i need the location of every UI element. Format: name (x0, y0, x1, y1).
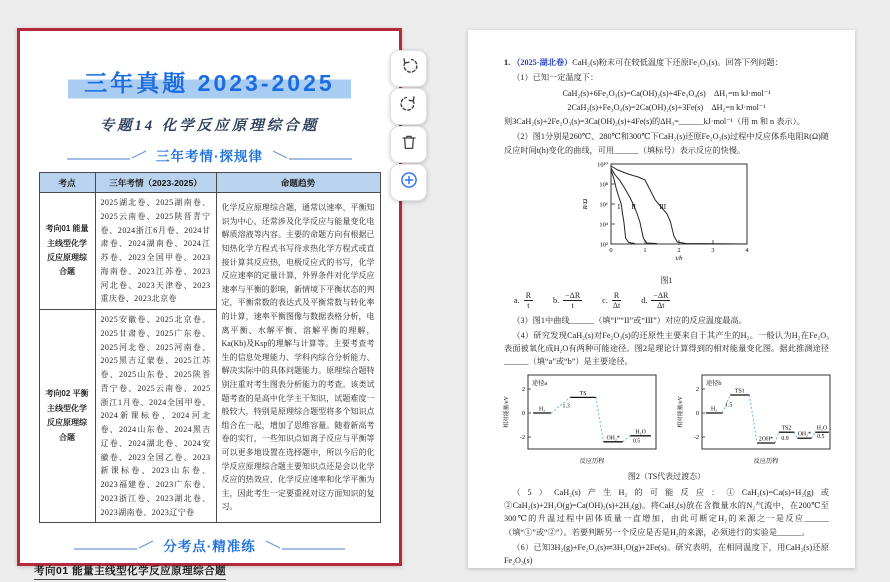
svg-text:10⁶: 10⁶ (598, 201, 608, 209)
kaodian-2: 考向02 平衡主线型化学反应原理综合题 (39, 310, 95, 523)
figure-1-caption: 图1 (660, 276, 673, 286)
kaodian-1: 考向01 能量主线型化学反应原理综合题 (39, 193, 95, 310)
exam-overview-table (39, 172, 381, 523)
section-heading-2 (20, 535, 399, 555)
rotate-ccw-icon (399, 56, 419, 81)
svg-text:相对能量/eV: 相对能量/eV (677, 395, 684, 428)
section2-heading-text: 分考点·精准练 (163, 539, 256, 555)
item-1: （1）已知一定温度下： (512, 73, 599, 83)
svg-text:3: 3 (710, 246, 715, 254)
deco-line-left-icon (73, 539, 157, 551)
equation-2: 2CaH₂(s)+Fe₃O₄(s)=2Ca(OH)₂(s)+3Fe(s) ΔH₂=n kJ·mol⁻¹ (567, 102, 766, 112)
equation-1: CaH₂(s)+6Fe₂O₃(s)=Ca(OH)₂(s)+4Fe₃O₄(s) ΔH₁=m kJ·mol⁻¹ (562, 88, 771, 98)
banner-title-wrap (20, 65, 399, 100)
svg-text:相对能量/eV: 相对能量/eV (503, 395, 510, 428)
document-page-left[interactable] (17, 28, 402, 578)
svg-text:2: 2 (695, 386, 699, 393)
deco-line-right-icon (269, 149, 353, 161)
svg-text:2: 2 (521, 386, 525, 393)
rotate-cw-icon (399, 94, 419, 119)
option-c: c. $\frac{R}{\Delta t}$ (602, 291, 621, 311)
svg-text:0: 0 (695, 410, 699, 417)
svg-text:2: 2 (676, 246, 681, 254)
resistance-time-chart (577, 159, 757, 271)
svg-text:OH₂*: OH₂* (605, 435, 620, 442)
item-1b: 则3CaH₂(s)+2Fe₂O₃(s)=3Ca(OH)₂(s)+4Fe(s)的ΔH₃=______kJ·mol⁻¹（用 m 和 n 表示）。 (504, 117, 805, 127)
svg-text:10¹⁰: 10¹⁰ (596, 161, 608, 169)
svg-text:1: 1 (642, 246, 647, 254)
page-subtitle: 专题14 化学反应原理综合题 (99, 118, 320, 134)
svg-text:1.3: 1.3 (562, 403, 570, 410)
energy-profile-path-a (500, 371, 660, 471)
svg-text:H₂: H₂ (538, 406, 545, 413)
svg-text:II: II (630, 203, 636, 211)
question-intro-text: CaH₂(s)粉末可在较低温度下还原Fe₂O₃(s)。回答下列问题： (572, 58, 783, 67)
svg-text:0: 0 (521, 410, 525, 417)
option-a: a. $\frac{R}{t}$ (514, 291, 532, 311)
svg-text:10²: 10² (599, 241, 608, 249)
kaoqing-1: 2025湖北卷、2025湖南卷、2025云南卷、2025陕晋青宁卷、2024浙江6月卷、2024甘肃卷、2024湖南卷、2024江苏卷、2023全国甲卷、2023海南卷、2023江苏卷、2023河北卷、2023天津卷、2023重庆卷、2023北京卷 (95, 193, 216, 310)
deco-line-left-icon (66, 149, 150, 161)
delete-page-button[interactable] (390, 126, 427, 163)
exam-source-tag: （2025·湖北卷） (512, 58, 573, 67)
col-header-trend: 命题趋势 (216, 173, 380, 193)
section1-heading-text: 三年考情·探规律 (156, 149, 263, 164)
svg-text:TS1: TS1 (734, 388, 745, 395)
document-page-right[interactable] (468, 30, 855, 568)
item-6: （6）已知3H₂(g)+Fe₂O₃(s)⇌3H₂O(g)+2Fe(s)。研究表明，在相同温度下，用CaH₂(s)还原Fe₂O₃(s) (504, 542, 829, 566)
svg-text:途径a: 途径a (531, 379, 547, 387)
svg-text:OH₂*: OH₂* (797, 431, 811, 438)
svg-text:TS2: TS2 (781, 425, 791, 432)
option-b: b. $\frac{-\Delta R}{t}$ (553, 291, 581, 311)
kaoxiang-01-heading: 考向01 能量主线型化学反应原理综合题 (34, 563, 226, 580)
zoom-in-button[interactable] (390, 164, 427, 201)
section-heading-1 (20, 145, 399, 165)
option-list (514, 291, 829, 310)
figure-2-caption: 图2（TS代表过渡态） (627, 471, 706, 481)
item-3: （3）图1中曲线______（填“I”“II”或“III”）对应的反应温度最高。 (512, 315, 747, 325)
svg-text:2OH*: 2OH* (758, 436, 773, 443)
deco-line-right-icon (262, 539, 346, 551)
svg-text:R/Ω: R/Ω (581, 198, 589, 210)
figure-2 (504, 371, 829, 471)
item-5: （5）CaH₂(s)产生H₂的可能反应：①CaH₂(s)=Ca(s)+H₂(g)或②CaH₂(s)+2H₂O(g)=Ca(OH)₂(s)+2H₂(g)。将CaH₂(s)放在含微量水的N₂气流中，在200℃至300℃的升温过程中固体质量一直增加，由此可断定H₂的来源之一是反应______（填“①”或“②”）。若要判断另一个反应是否是H₂的来源，必须进行的实验是______。 (504, 487, 829, 537)
svg-text:0.5: 0.5 (816, 433, 824, 440)
rotate-ccw-button[interactable] (390, 50, 427, 87)
option-d: d. $\frac{-\Delta R}{\Delta t}$ (641, 291, 669, 311)
table-row (39, 193, 380, 310)
svg-text:10⁸: 10⁸ (598, 181, 608, 189)
svg-text:H₂: H₂ (710, 406, 717, 413)
svg-text:反应历程: 反应历程 (579, 457, 604, 465)
trash-icon (399, 132, 419, 157)
rotate-cw-button[interactable] (390, 88, 427, 125)
svg-text:-2: -2 (693, 434, 699, 441)
table-header-row (39, 173, 380, 193)
svg-text:4: 4 (744, 246, 749, 254)
question-1-intro (504, 56, 829, 69)
svg-text:0.5: 0.5 (632, 438, 640, 445)
col-header-kaoqing: 三年考情（2023-2025） (95, 173, 216, 193)
svg-text:TS: TS (579, 390, 586, 397)
svg-text:反应历程: 反应历程 (753, 457, 778, 465)
kaoqing-2: 2025安徽卷、2025北京卷、2025甘肃卷、2025广东卷、2025河北卷、2025河南卷、2025黑吉辽蒙卷、2025江苏卷、2025山东卷、2025陕晋青宁卷、2025云南卷、2025浙江1月卷、2024全国甲卷、2024新课标卷、2024河北卷、2024山东卷、2024黑吉辽卷、2024湖北卷、2024安徽卷、2023全国乙卷、2023新课标卷、2023山东卷、2023福建卷、2023广东卷、2023浙江卷、2023湖北卷、2023湖南卷、2023辽宁卷 (95, 310, 216, 523)
figure-1 (504, 159, 829, 288)
item-4: （4）研究发现CaH₂(s)对Fe₂O₃(s)的还原性主要来自于其产生的H₂。一般认为H₂在Fe₂O₃表面被氧化成H₂O有两种可能途径。图2是理论计算得到的相对能量变化图。据此推测途径______（填“a”或“b”）是主要途径。 (504, 330, 829, 367)
svg-text:t/h: t/h (675, 254, 682, 262)
col-header-kaodian: 考点 (39, 173, 95, 193)
svg-text:III: III (658, 203, 666, 211)
svg-text:H₂O: H₂O (634, 429, 646, 436)
svg-text:10⁴: 10⁴ (598, 221, 608, 229)
svg-text:1.5: 1.5 (724, 402, 732, 409)
item-2: （2）图1分别是260℃、280℃和300℃下CaH₂(s)还原Fe₂O₃(s)过程中反应体系电阻R(Ω)随反应时间t(h)变化的曲线，可用______（填标号）表示反应的快慢。 (504, 132, 829, 155)
trend-cell: 化学反应原理综合题，通常以速率、平衡知识为中心，还常涉及化学反应与能量变化电解质溶液等内容。主要的命题方向有根据已知热化学方程式书写待求热化学方程式或直接计算其反应热，电极反应式的书写，化学反应速率的定量计算，外界条件对化学反应速率与平衡的影响，新情境下平衡状态的判定，平衡常数的表达式及平衡常数与转化率的计算，速率平衡图像与数据表格分析，电离平衡、水解平衡、溶解平衡的理解，Ka(Kb)及Ksp的理解与计算等。主要考查考生的信息处理能力、学科内综合分析能力、解决实际中的具体问题能力。原理综合题特别注重对考生图表分析能力的考查。该类试题考查的是高中化学主干知识，试题难度一般较大，特别是原理综合题型将多个知识点组合在一起，增加了思维容量。随着新高考卷的实行，一些知识点如离子反应与平衡等可以更多地设置在选择题中，所以今后的化学反应原理综合题主要知识点还是会以化学反应的热效应、化学反应速率和化学平衡为主，因此考生一定要重视对这方面知识的复习。 (216, 193, 380, 523)
svg-text:0: 0 (608, 246, 613, 254)
question-number: 1. (504, 58, 511, 67)
svg-text:-2: -2 (519, 434, 525, 441)
banner-title: 三年真题 2023-2025 (68, 65, 350, 100)
svg-text:0.9: 0.9 (780, 435, 789, 442)
svg-text:H₂O: H₂O (816, 425, 827, 432)
svg-text:I: I (617, 203, 620, 211)
energy-profile-path-b (674, 371, 834, 471)
plus-circle-icon (399, 170, 419, 195)
svg-text:途径b: 途径b (705, 379, 721, 387)
